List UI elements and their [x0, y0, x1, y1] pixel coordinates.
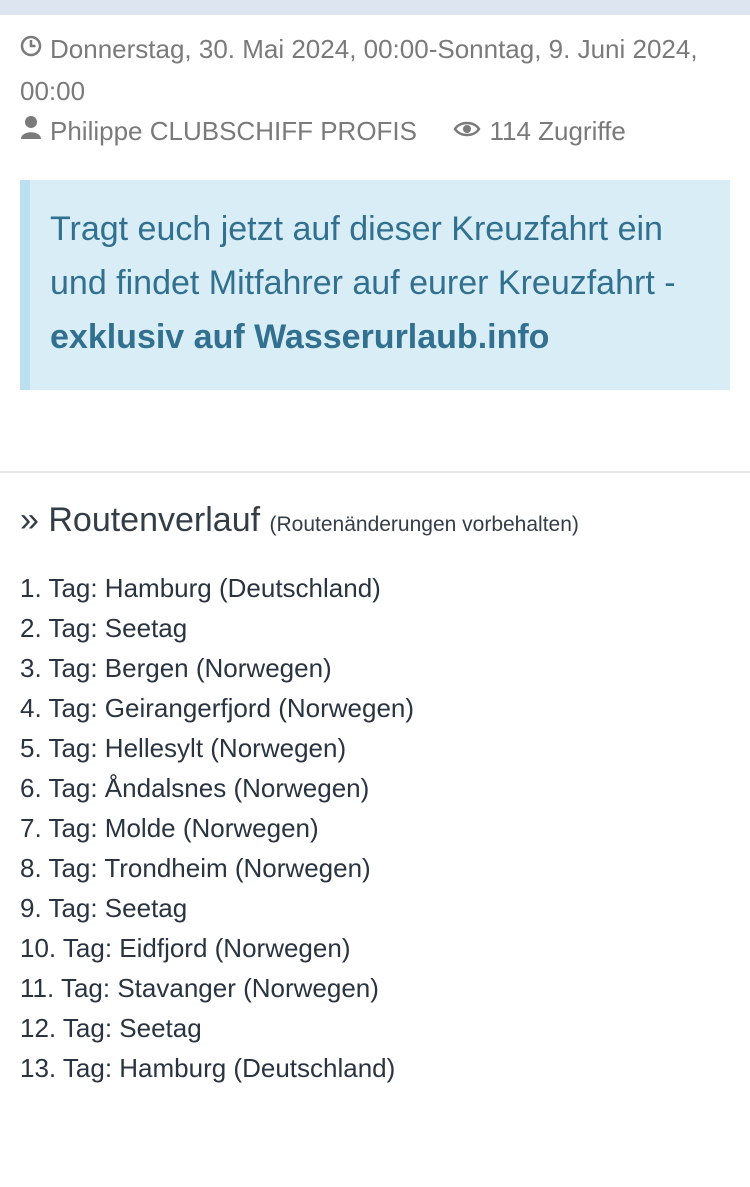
- route-day: 9. Tag: Seetag: [20, 893, 188, 924]
- route-day: 10. Tag: Eidfjord (Norwegen): [20, 933, 351, 964]
- event-meta: [0, 15, 750, 153]
- route-day: 4. Tag: Geirangerfjord (Norwegen): [20, 693, 415, 724]
- event-date-range: Donnerstag, 30. Mai 2024, 00:00-Sonntag, 9. Juni 2024, 00:00: [20, 34, 698, 107]
- route-day: 12. Tag: Seetag: [20, 1013, 202, 1044]
- route-list: [20, 568, 730, 1088]
- section-divider: [0, 471, 750, 473]
- route-day: 13. Tag: Hamburg (Deutschland): [20, 1053, 396, 1084]
- route-day: 8. Tag: Trondheim (Norwegen): [20, 853, 371, 884]
- callout-text: Tragt euch jetzt auf dieser Kreuzfahrt ein und findet Mitfahrer auf eurer Kreuzfahrt -: [50, 210, 676, 303]
- top-bar: [0, 0, 750, 15]
- route-title: Routenverlauf: [48, 501, 261, 540]
- user-icon: [20, 110, 42, 150]
- route-day: 2. Tag: Seetag: [20, 613, 188, 644]
- route-day: 11. Tag: Stavanger (Norwegen): [20, 973, 379, 1004]
- clock-icon: [20, 28, 42, 68]
- route-day: 3. Tag: Bergen (Norwegen): [20, 653, 332, 684]
- route-heading: [20, 495, 730, 550]
- route-day: 7. Tag: Molde (Norwegen): [20, 813, 319, 844]
- eye-icon: [453, 110, 481, 150]
- route-day: 5. Tag: Hellesylt (Norwegen): [20, 733, 347, 764]
- view-count: 114 Zugriffe: [489, 116, 626, 147]
- callout-emphasis: exklusiv auf Wasserurlaub.info: [50, 318, 550, 357]
- route-day: 1. Tag: Hamburg (Deutschland): [20, 573, 381, 604]
- route-note: (Routenänderungen vorbehalten): [269, 513, 579, 537]
- route-prefix: »: [20, 501, 49, 540]
- event-author[interactable]: Philippe CLUBSCHIFF PROFIS: [50, 116, 417, 147]
- route-day: 6. Tag: Åndalsnes (Norwegen): [20, 773, 370, 804]
- info-callout: [20, 180, 730, 390]
